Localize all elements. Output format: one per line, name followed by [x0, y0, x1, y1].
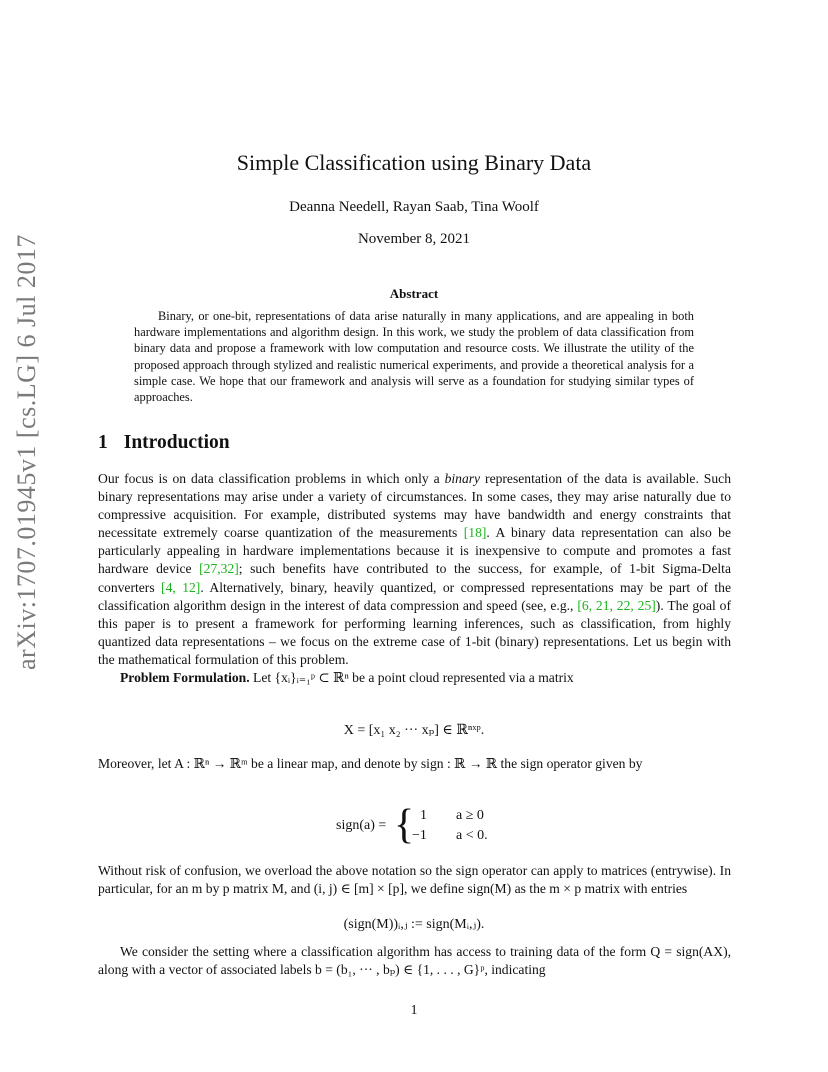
- overload-paragraph: [98, 862, 731, 898]
- abstract-text: Binary, or one-bit, representations of data arise naturally in many applications, and are appealing in both hardware implementations and algorithm design. In this work, we study the problem of data classification from binary data and propose a framework with low computation and resource costs. We illustrate the utility of the proposed approach through stylized and realistic numerical experiments, and provide a theoretical analysis for a simple case. We hope that our framework and analysis will serve as a foundation for studying similar types of approaches.: [134, 309, 694, 405]
- intro-text-3: . A binary data representation can also be particularly appealing in hardware implementations because it is inexpensive to compute and promotes a fast hardware device: [98, 525, 731, 577]
- emphasis-binary: binary: [444, 471, 481, 486]
- section-number: 1: [98, 432, 108, 453]
- setting-text: We consider the setting where a classification algorithm has access to training data of the form Q = sign(AX), along with a vector of associated labels b = (b₁, ··· , bₚ) ∈ {1, . . . , G}ᵖ, indicating: [98, 944, 731, 978]
- citation-link[interactable]: [6, 21, 22, 25]: [577, 597, 656, 613]
- moreover-paragraph: [98, 755, 731, 773]
- equation-matrix-x: X = [x₁ x₂ ··· xₚ] ∈ ℝⁿˣᵖ.: [343, 723, 485, 738]
- intro-text-4: ; such benefits have contributed to the success, for example, of 1-bit Sigma-Delta converters: [98, 561, 731, 595]
- intro-text-5: . Alternatively, binary, heavily quantized, or compressed representations may be part of the classification algorithm design in the interest of data compression and speed (see, e.g.,: [98, 579, 731, 613]
- problem-formulation-label: Problem Formulation.: [120, 670, 250, 686]
- arxiv-sidebar-id: arXiv:1707.01945v1 [cs.LG] 6 Jul 2017: [12, 234, 41, 670]
- brace-glyph: {: [394, 802, 415, 848]
- abstract-heading: Abstract: [389, 286, 439, 301]
- citation-link[interactable]: [4, 12]: [161, 579, 201, 595]
- sign-case-2-condition: a < 0.: [456, 828, 488, 843]
- paper-title: Simple Classification using Binary Data: [236, 150, 592, 175]
- paper-date: November 8, 2021: [357, 231, 471, 247]
- equation-sign-matrix: (sign(M))ᵢ,ⱼ := sign(Mᵢ,ⱼ).: [343, 917, 485, 932]
- section-heading: [98, 432, 230, 454]
- author-list: Deanna Needell, Rayan Saab, Tina Woolf: [289, 199, 539, 215]
- sign-case-1: 1 a ≥ 0: [420, 808, 484, 823]
- intro-text-6: ). The goal of this paper is to present a framework for performing learning inferences, such as classification, from highly quantized data representations – we focus on the extreme case of 1-bit (binary) representations. Let us begin with the mathematical formulation of this problem.: [98, 597, 731, 667]
- overload-text: Without risk of confusion, we overload the above notation so the sign operator can apply to matrices (entrywise). In particular, for an m by p matrix M, and (i, j) ∈ [m] × [p], we define sign(M) as the m × p matrix with entries: [98, 863, 731, 897]
- citation-link[interactable]: [27,32]: [199, 561, 239, 577]
- setting-paragraph: [98, 943, 731, 979]
- moreover-text: Moreover, let A : ℝⁿ → ℝᵐ be a linear map, and denote by sign : ℝ → ℝ the sign operator given by: [98, 756, 643, 771]
- intro-text-1: Our focus is on data classification problems in which only a: [98, 471, 445, 486]
- section-title: Introduction: [123, 432, 230, 453]
- sign-case-2: −1 a < 0.: [412, 828, 488, 843]
- sign-case-1-condition: a ≥ 0: [456, 808, 484, 823]
- abstract-body: [134, 308, 694, 405]
- intro-paragraph: [98, 470, 731, 687]
- citation-link[interactable]: [18]: [463, 525, 487, 541]
- sign-lhs: sign(a) =: [336, 818, 387, 833]
- problem-formulation-text: Let {xᵢ}ᵢ₌₁ᵖ ⊂ ℝⁿ be a point cloud represented via a matrix: [249, 670, 574, 686]
- page-number: 1: [410, 1002, 418, 1017]
- intro-text-2: representation of the data is available. Such binary representations may arise under a variety of circumstances. In some cases, they may arise naturally due to compressive acquisition. For example, distributed systems may have bandwidth and energy constraints that necessitate extremely coarse quantization of the measurements: [98, 471, 731, 541]
